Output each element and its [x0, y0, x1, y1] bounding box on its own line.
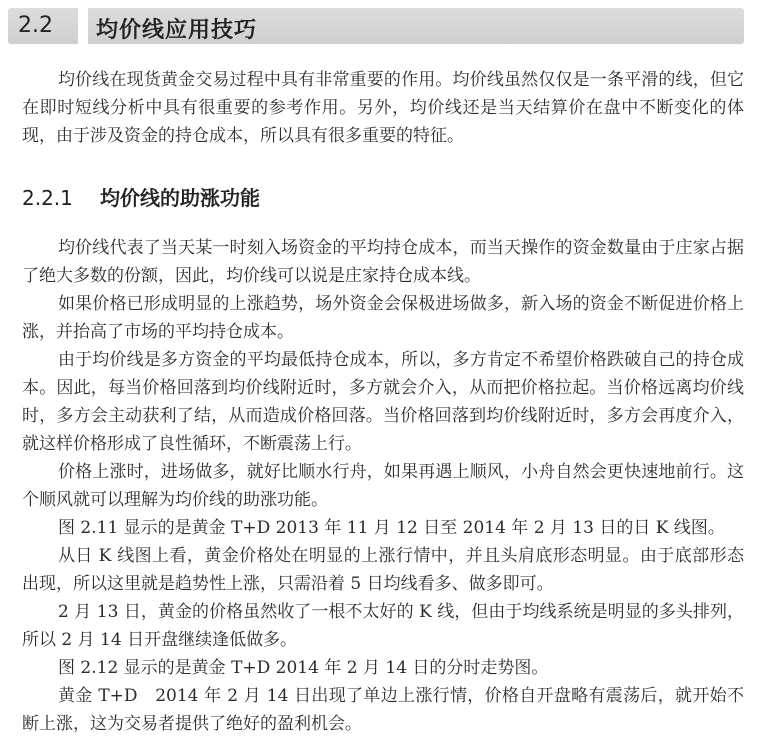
body-paragraph: 图 2.12 显示的是黄金 T+D 2014 年 2 月 14 日的分时走势图。: [58, 658, 549, 678]
body-paragraph: 从日 K 线图上看，黄金价格处在明显的上涨行情中，并且头肩底形态明显。由于底部形态出现，所以这里就是趋势性上涨，只需沿着 5 日均线看多、做多即可。: [22, 546, 744, 594]
subsection-heading: [22, 182, 260, 211]
body-paragraph: 图 2.11 显示的是黄金 T+D 2013 年 11 月 12 日至 2014 年 2 月 13 日的日 K 线图。: [58, 518, 725, 538]
body-paragraph: 如果价格已形成明显的上涨趋势，场外资金会保极进场做多，新入场的资金不断促进价格上涨，并抬高了市场的平均持仓成本。: [22, 294, 744, 342]
subsection-number: 2.2.1: [22, 186, 73, 210]
body-paragraph: 由于均价线是多方资金的平均最低持仓成本，所以，多方肯定不希望价格跌破自己的持仓成本。因此，每当价格回落到均价线附近时，多方就会介入，从而把价格拉起。当价格远离均价线时，多方会主动获利了结，从而造成价格回落。当价格回落到均价线附近时，多方会再度介入，就这样价格形成了良性循环，不断震荡上行。: [22, 350, 744, 454]
body-paragraph: 价格上涨时，进场做多，就好比顺水行舟，如果再遇上顺风，小舟自然会更快速地前行。这个顺风就可以理解为均价线的助涨功能。: [22, 462, 744, 510]
intro-paragraph: 均价线在现货黄金交易过程中具有非常重要的作用。均价线虽然仅仅是一条平滑的线，但它在即时短线分析中具有很重要的参考作用。另外，均价线还是当天结算价在盘中不断变化的体现，由于涉及资金的持仓成本，所以具有很多重要的特征。: [22, 70, 744, 146]
section-title: 均价线应用技巧: [96, 18, 258, 43]
section-header-divider: [78, 8, 88, 44]
section-number: 2.2: [18, 13, 53, 38]
body-paragraph: 均价线代表了当天某一时刻入场资金的平均持仓成本，而当天操作的资金数量由于庄家占据了绝大多数的份额，因此，均价线可以说是庄家持仓成本线。: [22, 238, 744, 286]
subsection-title: 均价线的助涨功能: [100, 186, 260, 210]
body-paragraph: 黄金 T+D 2014 年 2 月 14 日出现了单边上涨行情，价格自开盘略有震荡后，就开始不断上涨，这为交易者提供了绝好的盈利机会。: [22, 686, 744, 734]
body-paragraph: 2 月 13 日，黄金的价格虽然收了一根不太好的 K 线，但由于均线系统是明显的多头排列，所以 2 月 14 日开盘继续逢低做多。: [22, 602, 744, 650]
section-header: [8, 8, 744, 44]
